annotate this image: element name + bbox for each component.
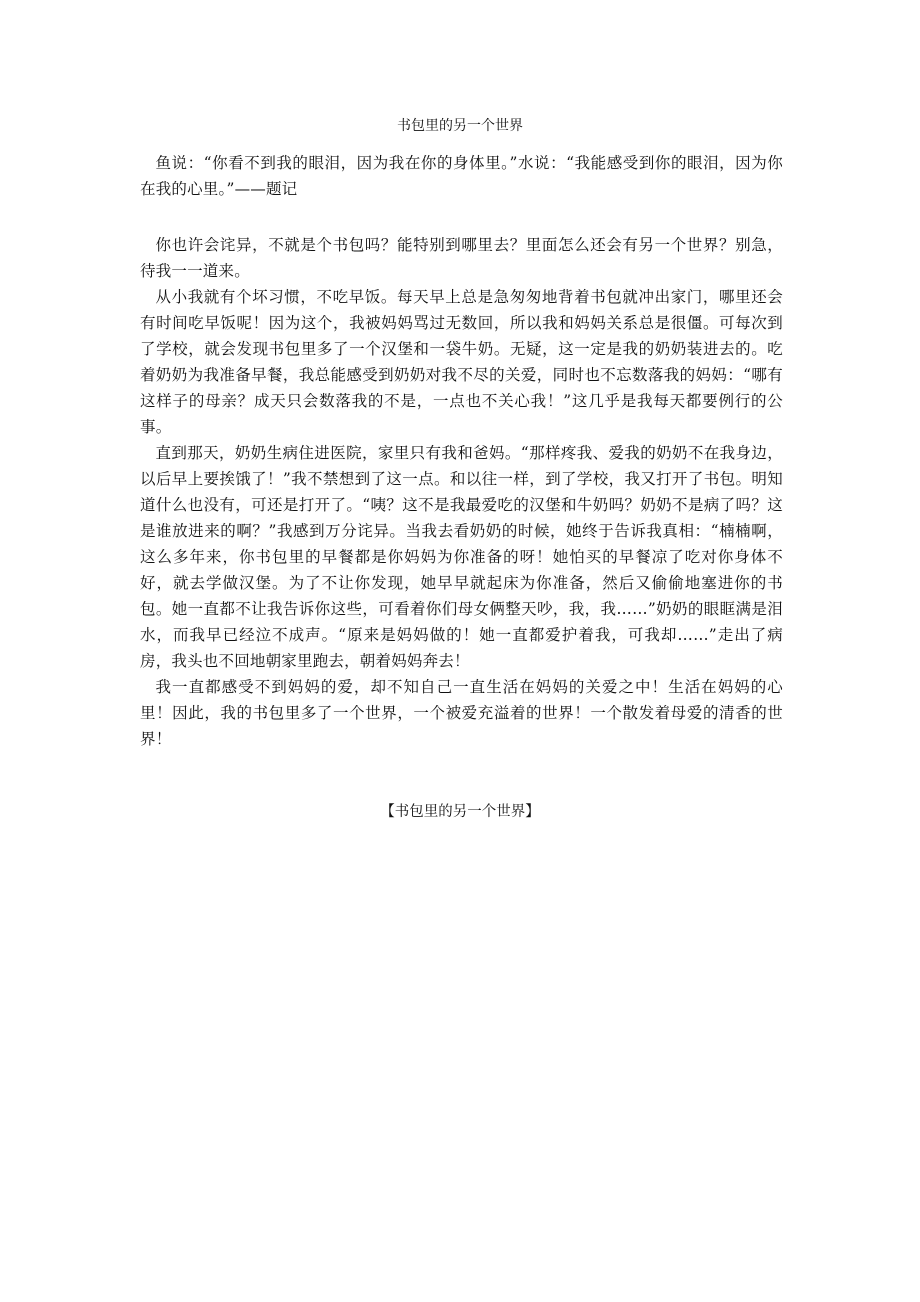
paragraph-1: 你也许会诧异，不就是个书包吗？能特别到哪里去？里面怎么还会有另一个世界？别急，待我一一道来。 bbox=[140, 236, 783, 280]
epigraph: 鱼说：“你看不到我的眼泪，因为我在你的身体里。”水说：“我能感受到你的眼泪，因为你在我的心里。”——题记 bbox=[140, 154, 783, 198]
paragraph-2: 从小我就有个坏习惯，不吃早饭。每天早上总是急匆匆地背着书包就冲出家门，哪里还会有时间吃早饭呢！因为这个，我被妈妈骂过无数回，所以我和妈妈关系总是很僵。可每次到了学校，就会发现书包里多了一个汉堡和一袋牛奶。无疑，这一定是我的奶奶装进去的。吃着奶奶为我准备早餐，我总能感受到奶奶对我不尽的关爱，同时也不忘数落我的妈妈：“哪有这样子的母亲？成天只会数落我的不是，一点也不关心我！”这几乎是我每天都要例行的公事。 bbox=[140, 288, 783, 436]
paragraph-4: 我一直都感受不到妈妈的爱，却不知自己一直生活在妈妈的关爱之中！生活在妈妈的心里！因此，我的书包里多了一个世界，一个被爱充溢着的世界！一个散发着母爱的清香的世界！ bbox=[140, 678, 783, 748]
paragraph-3: 直到那天，奶奶生病住进医院，家里只有我和爸妈。“那样疼我、爱我的奶奶不在我身边，以后早上要挨饿了！”我不禁想到了这一点。和以往一样，到了学校，我又打开了书包。明知道什么也没有，可还是打开了。“咦？这不是我最爱吃的汉堡和牛奶吗？奶奶不是病了吗？这是谁放进来的啊？”我感到万分诧异。当我去看奶奶的时候，她终于告诉我真相：“楠楠啊，这么多年来，你书包里的早餐都是你妈妈为你准备的呀！她怕买的早餐凉了吃对你身体不好，就去学做汉堡。为了不让你发现，她早早就起床为你准备，然后又偷偷地塞进你的书包。她一直都不让我告诉你这些，可看着你们母女俩整天吵，我，我……”奶奶的眼眶满是泪水，而我早已经泣不成声。“原来是妈妈做的！她一直都爱护着我，可我却……”走出了病房，我头也不回地朝家里跑去，朝着妈妈奔去！ bbox=[140, 444, 783, 670]
footer-title: 【书包里的另一个世界】 bbox=[380, 804, 540, 820]
page-title: 书包里的另一个世界 bbox=[397, 118, 523, 134]
